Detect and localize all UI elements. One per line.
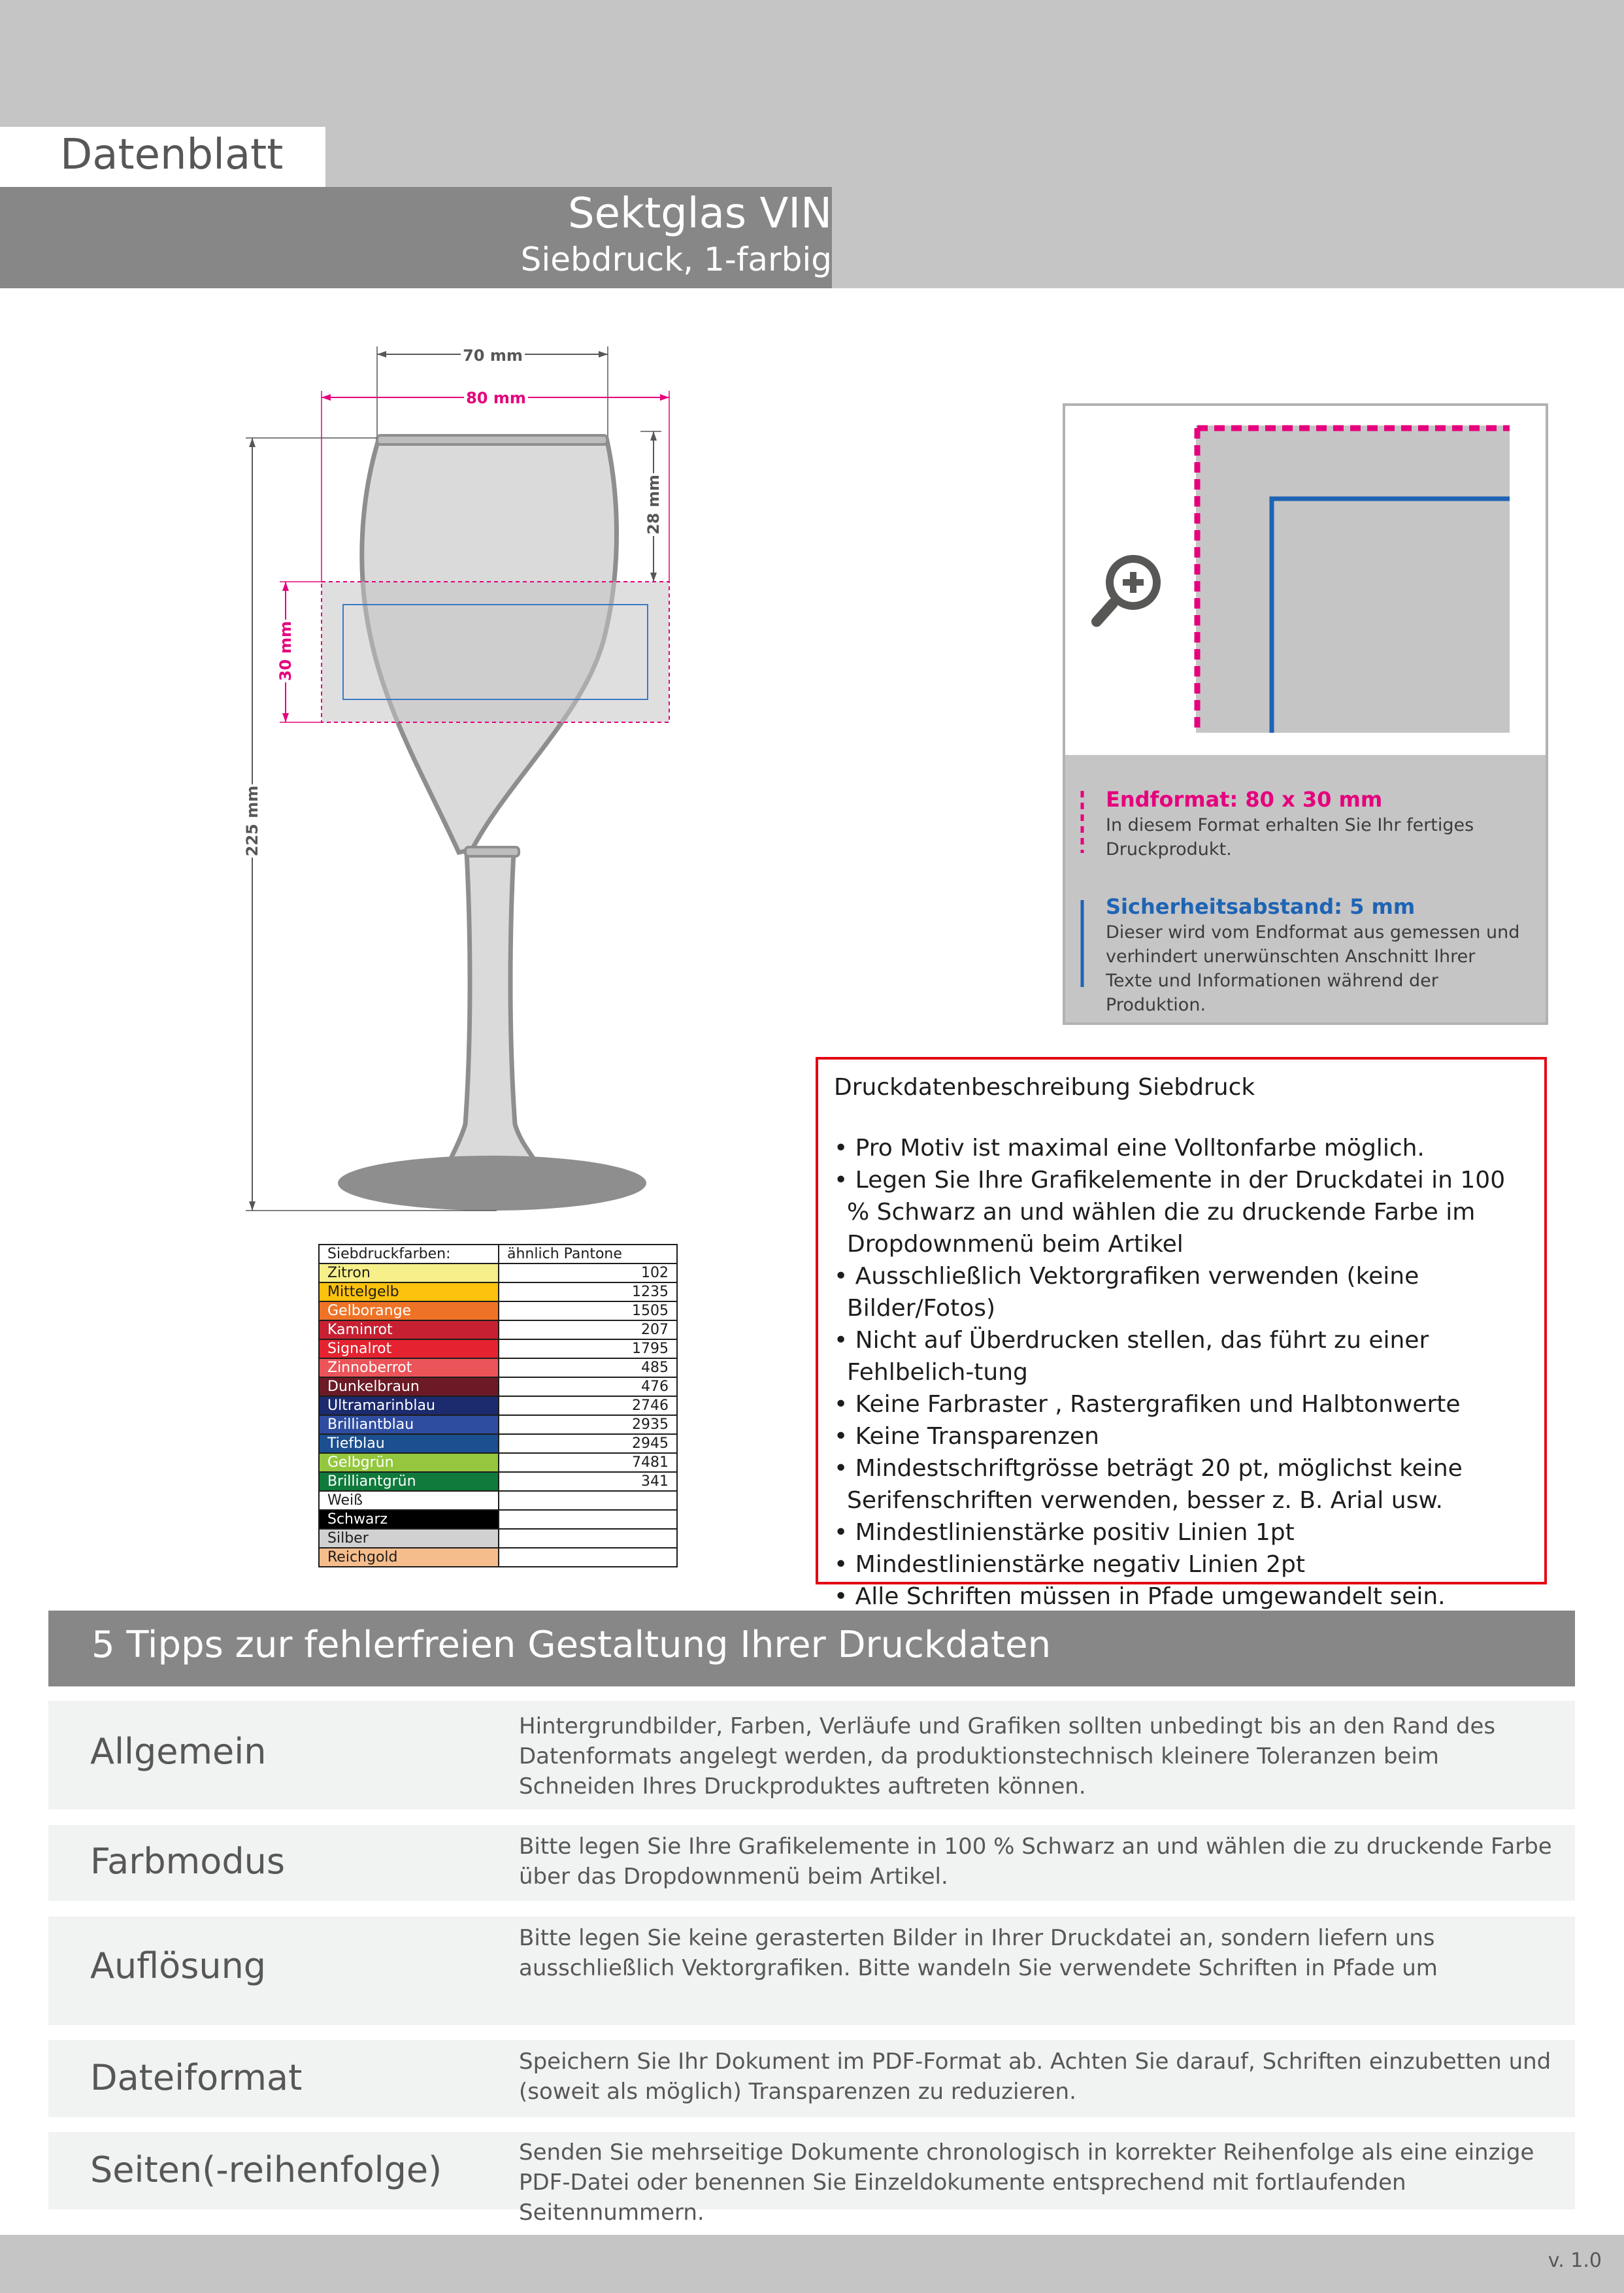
color-row (319, 1282, 677, 1301)
color-name: Zitron (319, 1264, 499, 1282)
glass-base (338, 1156, 646, 1211)
color-row (319, 1264, 677, 1282)
color-name: Silber (319, 1529, 499, 1548)
safe-margin-text: Dieser wird vom Endformat aus gemessen und verhindert unerwünschten Anschnitt Ihrer Texte und Informationen während der Produktion. (1106, 922, 1520, 1015)
tip-text: Hintergrundbilder, Farben, Verläufe und Grafiken sollten unbedingt bis an den Rand des Datenformats angelegt werden, da produktionstechnisch kleinere Toleranzen beim Schneiden Ihres Druckproduktes auftreten können. (519, 1713, 1496, 1799)
rule-item: • Mindestschriftgrösse beträgt 20 pt, möglichst keine Serifenschriften verwenden, besser z. B. Arial usw. (834, 1455, 1463, 1514)
pantone-value: 1795 (499, 1339, 677, 1358)
tip-row-dateiformat (48, 2040, 1575, 2117)
color-name: Brilliantblau (319, 1415, 499, 1434)
color-name: Zinnoberrot (319, 1358, 499, 1377)
print-data-rules (816, 1057, 1547, 1610)
glass-drawing (0, 0, 719, 1229)
color-row (319, 1453, 677, 1472)
color-row (319, 1529, 677, 1548)
colors-header-value: ähnlich Pantone (499, 1245, 677, 1264)
pantone-value: 341 (499, 1472, 677, 1491)
pantone-value: 476 (499, 1377, 677, 1396)
dim-total-height-label: 225 mm (243, 785, 261, 857)
tip-row-farbmodus (48, 1825, 1575, 1901)
rule-item: • Mindestlinienstärke positiv Linien 1pt (834, 1519, 1295, 1546)
tip-label: Farbmodus (90, 1841, 285, 1882)
rule-item: • Legen Sie Ihre Grafikelemente in der Druckdatei in 100 % Schwarz an und wählen die zu druckende Farbe im Dropdownmenü beim Artikel (834, 1167, 1506, 1258)
rule-item: • Keine Transparenzen (834, 1423, 1099, 1450)
pantone-value: 2746 (499, 1396, 677, 1415)
color-row (319, 1320, 677, 1339)
tip-label: Allgemein (90, 1731, 267, 1772)
pantone-value (499, 1491, 677, 1510)
footer-band (0, 2235, 1624, 2293)
zoom-in-icon (1097, 555, 1161, 622)
color-row (319, 1339, 677, 1358)
tip-row-seiten (48, 2132, 1575, 2226)
end-format-title: Endformat: 80 x 30 mm (1106, 787, 1383, 812)
color-name: Ultramarinblau (319, 1396, 499, 1415)
pantone-value (499, 1510, 677, 1529)
color-row (319, 1548, 677, 1567)
dim-top-offset-label: 28 mm (644, 475, 663, 535)
tip-text: Senden Sie mehrseitige Dokumente chronologisch in korrekter Reihenfolge als eine einzige PDF-Datei oder benennen Sie Einzeldokumente entsprechend mit fortlaufenden Seitennummern. (519, 2139, 1534, 2226)
rule-item: • Ausschließlich Vektorgrafiken verwenden (keine Bilder/Fotos) (834, 1263, 1419, 1322)
dim-top-offset (640, 431, 664, 582)
rule-item: • Nicht auf Überdrucken stellen, das führt zu einer Fehlbelich-tung (834, 1327, 1429, 1386)
format-zoom-graphic (1065, 406, 1546, 752)
pantone-value: 1505 (499, 1301, 677, 1320)
tip-row-aufloesung (48, 1916, 1575, 2025)
colors-table-header (319, 1245, 677, 1264)
pantone-value: 102 (499, 1264, 677, 1282)
pantone-value: 485 (499, 1358, 677, 1377)
rule-item: • Alle Schriften müssen in Pfade umgewandelt sein. (834, 1583, 1446, 1610)
color-name: Kaminrot (319, 1320, 499, 1339)
doc-label: Datenblatt (60, 131, 284, 179)
pantone-value: 2935 (499, 1415, 677, 1434)
tip-text: Speichern Sie Ihr Dokument im PDF-Format ab. Achten Sie darauf, Schriften einzubetten und (soweit als möglich) Transparenzen zu reduzieren. (519, 2049, 1551, 2105)
dim-print-height-label: 30 mm (276, 621, 295, 681)
color-row (319, 1434, 677, 1453)
pantone-value: 7481 (499, 1453, 677, 1472)
color-row (319, 1510, 677, 1529)
pantone-value: 1235 (499, 1282, 677, 1301)
color-row (319, 1358, 677, 1377)
color-name: Gelbgrün (319, 1453, 499, 1472)
product-title: Sektglas VIN (568, 190, 832, 238)
tip-row-allgemein (48, 1701, 1575, 1809)
pantone-value: 2945 (499, 1434, 677, 1453)
color-name: Signalrot (319, 1339, 499, 1358)
color-name: Weiß (319, 1491, 499, 1510)
rule-item: • Keine Farbraster , Rastergrafiken und Halbtonwerte (834, 1391, 1461, 1418)
pantone-value (499, 1529, 677, 1548)
rules-list (834, 1132, 1529, 1613)
dim-inner-width-label: 70 mm (463, 346, 523, 365)
rule-item: • Pro Motiv ist maximal eine Volltonfarbe möglich. (834, 1135, 1425, 1162)
rules-title: Druckdatenbeschreibung Siebdruck (834, 1074, 1255, 1101)
dim-print-width-label: 80 mm (466, 389, 526, 407)
screen-print-colors-table (318, 1244, 678, 1567)
color-row (319, 1377, 677, 1396)
end-format-text: In diesem Format erhalten Sie Ihr fertiges Druckprodukt. (1106, 815, 1474, 860)
version-label: v. 1.0 (1548, 2249, 1602, 2272)
color-name: Schwarz (319, 1510, 499, 1529)
color-name: Brilliantgrün (319, 1472, 499, 1491)
color-name: Mittelgelb (319, 1282, 499, 1301)
color-name: Gelborange (319, 1301, 499, 1320)
color-row (319, 1491, 677, 1510)
tip-label: Dateiformat (90, 2057, 303, 2098)
tip-text: Bitte legen Sie Ihre Grafikelemente in 100 % Schwarz an und wählen die zu druckende Farbe über das Dropdownmenü beim Artikel. (519, 1833, 1552, 1890)
safe-margin-title: Sicherheitsabstand: 5 mm (1106, 894, 1416, 919)
colors-header-name: Siebdruckfarben: (319, 1245, 499, 1264)
tips-title: 5 Tipps zur fehlerfreien Gestaltung Ihrer Druckdaten (91, 1624, 1052, 1666)
color-row (319, 1301, 677, 1320)
product-subtitle: Siebdruck, 1-farbig (520, 241, 832, 278)
color-name: Dunkelbraun (319, 1377, 499, 1396)
pantone-value: 207 (499, 1320, 677, 1339)
color-name: Reichgold (319, 1548, 499, 1567)
tip-label: Auflösung (90, 1945, 267, 1986)
pantone-value (499, 1548, 677, 1567)
legend-markers (1078, 791, 1086, 987)
rule-item: • Mindestlinienstärke negativ Linien 2pt (834, 1551, 1306, 1578)
color-row (319, 1472, 677, 1491)
glass-stem (449, 852, 537, 1170)
color-name: Tiefblau (319, 1434, 499, 1453)
print-area (322, 582, 669, 722)
tip-label: Seiten(-reihenfolge) (90, 2149, 442, 2190)
color-row (319, 1396, 677, 1415)
tip-text: Bitte legen Sie keine gerasterten Bilder in Ihrer Druckdatei an, sondern liefern uns ausschließlich Vektorgrafiken. Bitte wandeln Sie verwendete Schriften in Pfade um (519, 1925, 1438, 1981)
dim-print-height (275, 582, 322, 722)
color-row (319, 1415, 677, 1434)
